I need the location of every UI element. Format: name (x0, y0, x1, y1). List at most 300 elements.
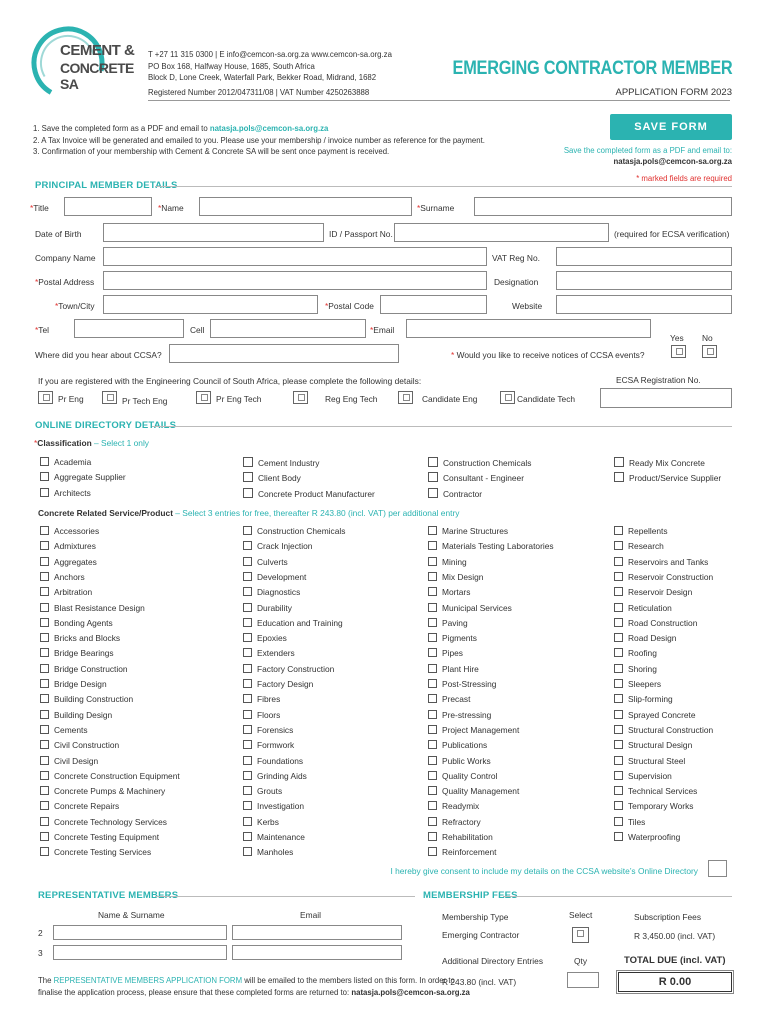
option-label: Public Works (442, 755, 491, 766)
service-option-grinding-aids[interactable] (243, 771, 307, 781)
form-title: EMERGING CONTRACTOR MEMBER (452, 58, 732, 79)
option-label: Extenders (257, 648, 295, 659)
email-field[interactable] (406, 319, 651, 338)
checkbox[interactable] (40, 572, 49, 581)
ecsa-reg-label: ECSA Registration No. (616, 375, 701, 385)
service-option-anchors[interactable] (40, 572, 85, 582)
checkbox[interactable] (428, 786, 437, 795)
option-label: Temporary Works (628, 801, 694, 812)
checkbox[interactable] (614, 725, 623, 734)
checkbox[interactable] (428, 472, 438, 482)
ecsa-reg-field[interactable] (600, 388, 732, 408)
checkbox[interactable] (428, 710, 437, 719)
checkbox[interactable] (243, 472, 253, 482)
checkbox[interactable] (614, 694, 623, 703)
option-label: Mortars (442, 587, 471, 598)
service-option-diagnostics[interactable] (243, 587, 300, 597)
service-option-factory-design[interactable] (243, 679, 313, 689)
option-label: Aggregate Supplier (54, 472, 126, 483)
service-option-accessories[interactable] (40, 526, 99, 536)
option-label: Mix Design (442, 571, 484, 582)
directory-heading: ONLINE DIRECTORY DETAILS (35, 420, 177, 431)
notices-yes-checkbox[interactable] (671, 345, 686, 358)
checkbox[interactable] (40, 557, 49, 566)
checkbox[interactable] (428, 648, 437, 657)
consent-checkbox[interactable] (708, 860, 727, 877)
service-option-readymix[interactable] (428, 801, 479, 811)
classification-option-consultant-engineer[interactable] (428, 472, 524, 483)
checkbox[interactable] (428, 488, 438, 498)
checkbox[interactable] (428, 618, 437, 627)
service-option-concrete-testing-services[interactable] (40, 847, 151, 857)
option-label: Pigments (442, 633, 477, 644)
checkbox[interactable] (428, 557, 437, 566)
classification-option-architects[interactable] (40, 488, 91, 498)
checkbox[interactable] (243, 526, 252, 535)
service-option-reinforcement[interactable] (428, 847, 496, 857)
checkbox[interactable] (614, 603, 623, 612)
checkbox[interactable] (40, 786, 49, 795)
checkbox[interactable] (614, 740, 623, 749)
checkbox[interactable] (40, 488, 49, 497)
checkbox[interactable] (40, 756, 49, 765)
service-option-technical-services[interactable] (614, 786, 697, 796)
service-option-sprayed-concrete[interactable] (614, 710, 696, 720)
option-label: Architects (54, 487, 91, 498)
option-label: Civil Design (54, 755, 99, 766)
checkbox[interactable] (40, 817, 49, 826)
checkbox[interactable] (243, 541, 252, 550)
ecsa-line: If you are registered with the Engineering Council of South Africa, please complete the following details: (38, 376, 422, 386)
checkbox[interactable] (243, 756, 252, 765)
checkbox[interactable] (243, 679, 252, 688)
yes-label: Yes (670, 333, 684, 343)
service-option-reservoirs-and-tanks[interactable] (614, 557, 708, 567)
rep-name-header: Name & Surname (98, 910, 165, 920)
checkbox[interactable] (614, 801, 623, 810)
checkbox[interactable] (243, 771, 252, 780)
service-option-quality-control[interactable] (428, 771, 497, 781)
postal-label: *Postal Address (35, 277, 95, 287)
service-option-plant-hire[interactable] (428, 664, 479, 674)
save-form-button[interactable]: SAVE FORM (610, 114, 732, 140)
checkbox[interactable] (614, 618, 623, 627)
service-option-sleepers[interactable] (614, 679, 661, 689)
classification-option-cement-industry[interactable] (243, 457, 319, 468)
option-label: Marine Structures (442, 526, 509, 536)
option-label: Factory Design (257, 679, 314, 689)
checkbox[interactable] (243, 710, 252, 719)
fees-qty-label: Qty (574, 956, 588, 966)
checkbox[interactable] (40, 847, 49, 856)
service-option-bridge-construction[interactable] (40, 664, 128, 674)
company-field[interactable] (103, 247, 487, 266)
service-option-mortars[interactable] (428, 587, 470, 597)
checkbox[interactable] (243, 725, 252, 734)
checkbox[interactable] (40, 526, 49, 535)
postal-field[interactable] (103, 271, 487, 290)
rep-row-2-name[interactable] (53, 925, 227, 940)
service-option-admixtures[interactable] (40, 541, 96, 551)
service-option-cements[interactable] (40, 725, 88, 735)
option-label: Construction Chemicals (443, 458, 532, 468)
checkbox[interactable] (40, 618, 49, 627)
option-label: Project Management (442, 724, 520, 735)
service-option-development[interactable] (243, 572, 306, 582)
option-label: Concrete Technology Services (54, 816, 167, 827)
checkbox[interactable] (428, 526, 437, 535)
checkbox[interactable] (428, 457, 438, 467)
notices-label: * Would you like to receive notices of CCSA events? (451, 350, 645, 360)
service-option-civil-design[interactable] (40, 756, 98, 766)
service-option-crack-injection[interactable] (243, 541, 312, 551)
checkbox[interactable] (243, 694, 252, 703)
checkbox[interactable] (243, 572, 252, 581)
service-option-construction-chemicals[interactable] (243, 526, 345, 536)
option-label: Post-Stressing (442, 679, 497, 689)
checkbox[interactable] (614, 557, 623, 566)
checkbox[interactable] (614, 679, 623, 688)
checkbox[interactable] (428, 587, 437, 596)
classification-option-ready-mix-concrete[interactable] (614, 457, 705, 468)
dob-field[interactable] (103, 223, 324, 242)
designation-label: Designation (494, 277, 539, 287)
service-option-mining[interactable] (428, 557, 467, 567)
service-option-rehabilitation[interactable] (428, 832, 493, 842)
service-option-paving[interactable] (428, 618, 468, 628)
checkbox[interactable] (40, 541, 49, 550)
checkbox[interactable] (428, 679, 437, 688)
classification-option-client-body[interactable] (243, 472, 301, 483)
checkbox[interactable] (614, 710, 623, 719)
checkbox[interactable] (614, 587, 623, 596)
service-option-arbitration[interactable] (40, 587, 92, 597)
option-label: Floors (257, 709, 281, 720)
service-option-extenders[interactable] (243, 648, 295, 658)
save-note-1: Save the completed form as a PDF and email to: (563, 146, 732, 155)
checkbox[interactable] (428, 801, 437, 810)
checkbox[interactable] (428, 725, 437, 734)
checkbox[interactable] (243, 587, 252, 596)
option-label: Client Body (258, 473, 301, 484)
checkbox[interactable] (428, 740, 437, 749)
option-label: Durability (257, 602, 292, 613)
dob-label: Date of Birth (35, 229, 82, 239)
classification-option-contractor[interactable] (428, 488, 482, 499)
town-field[interactable] (103, 295, 318, 314)
fees-select-checkbox[interactable] (572, 927, 589, 943)
option-label: Slip-forming (628, 694, 673, 705)
checkbox[interactable] (428, 694, 437, 703)
checkbox[interactable] (40, 664, 49, 673)
service-option-factory-construction[interactable] (243, 664, 334, 674)
service-option-supervision[interactable] (614, 771, 672, 781)
website-field[interactable] (556, 295, 732, 314)
service-option-repellents[interactable] (614, 526, 668, 536)
surname-label: *Surname (417, 203, 455, 213)
checkbox[interactable] (243, 648, 252, 657)
option-label: Quality Control (442, 770, 498, 781)
checkbox[interactable] (243, 817, 252, 826)
checkbox[interactable] (40, 472, 49, 481)
service-option-structural-steel[interactable] (614, 756, 685, 766)
service-option-civil-construction[interactable] (40, 740, 119, 750)
checkbox[interactable] (428, 603, 437, 612)
option-label: Investigation (257, 801, 305, 812)
option-label: Fibres (257, 694, 281, 705)
checkbox[interactable] (40, 710, 49, 719)
fees-additional-label: Additional Directory Entries (442, 956, 544, 966)
checkbox[interactable] (40, 771, 49, 780)
service-option-maintenance[interactable] (243, 832, 305, 842)
option-label: Pipes (442, 648, 463, 659)
checkbox[interactable] (243, 633, 252, 642)
option-label: Factory Construction (257, 663, 335, 674)
option-label: Epoxies (257, 633, 287, 644)
hear-field[interactable] (169, 344, 399, 363)
service-option-floors[interactable] (243, 710, 280, 720)
checkbox[interactable] (428, 771, 437, 780)
checkbox[interactable] (40, 832, 49, 841)
service-option-durability[interactable] (243, 603, 292, 613)
checkbox[interactable] (40, 587, 49, 596)
checkbox[interactable] (40, 740, 49, 749)
checkbox[interactable] (428, 633, 437, 642)
checkbox[interactable] (243, 557, 252, 566)
fees-qty-field[interactable] (567, 972, 599, 988)
service-option-building-design[interactable] (40, 710, 112, 720)
classification-option-product-service-supplier[interactable] (614, 472, 721, 483)
service-option-foundations[interactable] (243, 756, 303, 766)
service-option-road-design[interactable] (614, 633, 676, 643)
service-option-reservoir-construction[interactable] (614, 572, 713, 582)
checkbox[interactable] (40, 457, 49, 466)
website-label: Website (512, 301, 543, 311)
option-label: Concrete Testing Equipment (54, 832, 160, 842)
checkbox[interactable] (428, 817, 437, 826)
option-label: Anchors (54, 571, 85, 582)
service-option-roofing[interactable] (614, 648, 657, 658)
service-option-culverts[interactable] (243, 557, 288, 567)
option-label: Sleepers (628, 679, 662, 689)
checkbox[interactable] (243, 740, 252, 749)
checkbox[interactable] (243, 832, 252, 841)
checkbox[interactable] (614, 832, 623, 841)
rep-row-3-name[interactable] (53, 945, 227, 960)
service-option-marine-structures[interactable] (428, 526, 508, 536)
service-option-epoxies[interactable] (243, 633, 287, 643)
service-option-refractory[interactable] (428, 817, 481, 827)
checkbox[interactable] (40, 694, 49, 703)
service-option-publications[interactable] (428, 740, 487, 750)
service-option-public-works[interactable] (428, 756, 491, 766)
service-option-precast[interactable] (428, 694, 470, 704)
checkbox[interactable] (40, 648, 49, 657)
service-option-pre-stressing[interactable] (428, 710, 491, 720)
service-option-slip-forming[interactable] (614, 694, 673, 704)
option-label: Waterproofing (628, 832, 681, 842)
option-label: Maintenance (257, 832, 305, 842)
service-option-mix-design[interactable] (428, 572, 483, 582)
option-label: Building Construction (54, 694, 134, 705)
checkbox[interactable] (614, 817, 623, 826)
service-option-concrete-technology-services[interactable] (40, 817, 167, 827)
instruction-email-link[interactable]: natasja.pols@cemcon-sa.org.za (209, 124, 329, 133)
service-option-reservoir-design[interactable] (614, 587, 692, 597)
checkbox[interactable] (428, 572, 437, 581)
contact-line-3: Block D, Lone Creek, Waterfall Park, Bekker Road, Midrand, 1682 (148, 73, 377, 82)
checkbox[interactable] (614, 756, 623, 765)
checkbox[interactable] (243, 786, 252, 795)
option-label: Ready Mix Concrete (629, 458, 705, 468)
service-option-municipal-services[interactable] (428, 603, 512, 613)
service-option-pipes[interactable] (428, 648, 463, 658)
checkbox[interactable] (243, 488, 253, 498)
service-option-blast-resistance-design[interactable] (40, 603, 145, 613)
option-label: Aggregates (54, 556, 97, 567)
checkbox[interactable] (614, 541, 623, 550)
service-option-reticulation[interactable] (614, 603, 672, 613)
service-option-formwork[interactable] (243, 740, 294, 750)
tel-label: *Tel (35, 325, 49, 335)
service-option-education-and-training[interactable] (243, 618, 343, 628)
checkbox[interactable] (40, 679, 49, 688)
checkbox[interactable] (243, 618, 252, 627)
tel-field[interactable] (74, 319, 184, 338)
title-field[interactable] (64, 197, 152, 216)
checkbox[interactable] (428, 664, 437, 673)
rep-row-3-email[interactable] (232, 945, 402, 960)
id-field[interactable] (394, 223, 609, 242)
checkbox[interactable] (614, 457, 624, 467)
checkbox[interactable] (40, 603, 49, 612)
service-option-bricks-and-blocks[interactable] (40, 633, 120, 643)
service-option-tiles[interactable] (614, 817, 645, 827)
checkbox[interactable] (243, 457, 253, 467)
checkbox[interactable] (428, 847, 437, 856)
registration-line: Registered Number 2012/047311/08 | VAT Number 4250263888 (148, 88, 370, 97)
service-option-temporary-works[interactable] (614, 801, 693, 811)
rep-footer-email-link[interactable]: natasja.pols@cemcon-sa.org.za (351, 988, 470, 997)
option-label: Road Design (628, 633, 677, 644)
checkbox[interactable] (428, 832, 437, 841)
contact-line-2: PO Box 168, Halfway House, 1685, South Africa (148, 62, 315, 71)
email-label: *Email (370, 325, 395, 335)
option-label: Concrete Testing Services (54, 847, 152, 858)
service-option-bridge-design[interactable] (40, 679, 107, 689)
id-label: ID / Passport No. (329, 229, 393, 239)
service-option-concrete-testing-equipment[interactable] (40, 832, 159, 842)
form-subtitle: APPLICATION FORM 2023 (615, 87, 732, 98)
checkbox[interactable] (614, 472, 624, 482)
checkbox[interactable] (614, 572, 623, 581)
service-option-kerbs[interactable] (243, 817, 279, 827)
option-label: Admixtures (54, 541, 96, 552)
service-option-road-construction[interactable] (614, 618, 697, 628)
service-option-shoring[interactable] (614, 664, 657, 674)
service-option-post-stressing[interactable] (428, 679, 496, 689)
option-label: Academia (54, 457, 92, 467)
checkbox[interactable] (614, 648, 623, 657)
service-option-materials-testing-laboratories[interactable] (428, 541, 554, 551)
service-option-concrete-pumps-and-machinery[interactable] (40, 786, 165, 796)
classification-option-academia[interactable] (40, 457, 91, 467)
checkbox[interactable] (243, 801, 252, 810)
vat-field[interactable] (556, 247, 732, 266)
option-label: Reinforcement (442, 847, 497, 858)
service-option-concrete-repairs[interactable] (40, 801, 119, 811)
notices-no-checkbox[interactable] (702, 345, 717, 358)
checkbox[interactable] (40, 725, 49, 734)
option-label: Construction Chemicals (257, 526, 346, 536)
checkbox[interactable] (614, 786, 623, 795)
designation-field[interactable] (556, 271, 732, 290)
service-option-building-construction[interactable] (40, 694, 133, 704)
service-option-fibres[interactable] (243, 694, 280, 704)
rep-row-2-email[interactable] (232, 925, 402, 940)
principal-heading: PRINCIPAL MEMBER DETAILS (35, 180, 178, 191)
checkbox[interactable] (614, 633, 623, 642)
name-field[interactable] (199, 197, 412, 216)
checkbox[interactable] (614, 526, 623, 535)
town-label: *Town/City (55, 301, 95, 311)
checkbox[interactable] (428, 756, 437, 765)
service-option-structural-design[interactable] (614, 740, 692, 750)
option-label: Research (628, 541, 664, 552)
checkbox[interactable] (40, 801, 49, 810)
checkbox[interactable] (243, 847, 252, 856)
checkbox[interactable] (614, 664, 623, 673)
service-option-investigation[interactable] (243, 801, 304, 811)
fees-total-field[interactable]: R 0.00 (618, 972, 732, 992)
fees-total-label: TOTAL DUE (incl. VAT) (624, 955, 726, 966)
service-option-waterproofing[interactable] (614, 832, 680, 842)
surname-field[interactable] (474, 197, 732, 216)
option-label: Concrete Product Manufacturer (258, 488, 375, 499)
rep-row-2-number: 2 (38, 928, 43, 938)
service-option-quality-management[interactable] (428, 786, 519, 796)
fees-select-header: Select (569, 910, 593, 920)
service-option-pigments[interactable] (428, 633, 477, 643)
ecsa-note: (required for ECSA verification) (614, 229, 730, 239)
checkbox[interactable] (40, 633, 49, 642)
checkbox[interactable] (614, 771, 623, 780)
cell-field[interactable] (210, 319, 366, 338)
checkbox[interactable] (428, 541, 437, 550)
option-label: Blast Resistance Design (54, 602, 145, 613)
option-label: Diagnostics (257, 587, 301, 598)
postal-code-field[interactable] (380, 295, 487, 314)
fees-additional-fee: R 243.80 (incl. VAT) (442, 977, 517, 987)
service-option-project-management[interactable] (428, 725, 519, 735)
service-option-manholes[interactable] (243, 847, 293, 857)
service-option-grouts[interactable] (243, 786, 282, 796)
service-option-structural-construction[interactable] (614, 725, 713, 735)
classification-option-aggregate-supplier[interactable] (40, 472, 126, 482)
option-label: Building Design (54, 709, 113, 720)
service-option-aggregates[interactable] (40, 557, 97, 567)
service-option-research[interactable] (614, 541, 664, 551)
service-option-forensics[interactable] (243, 725, 293, 735)
classification-option-concrete-product-manufacturer[interactable] (243, 488, 375, 499)
checkbox[interactable] (243, 603, 252, 612)
classification-option-construction-chemicals[interactable] (428, 457, 531, 468)
logo (30, 24, 145, 102)
checkbox[interactable] (243, 664, 252, 673)
service-option-bonding-agents[interactable] (40, 618, 113, 628)
service-option-concrete-construction-equipment[interactable] (40, 771, 180, 781)
service-option-bridge-bearings[interactable] (40, 648, 114, 658)
